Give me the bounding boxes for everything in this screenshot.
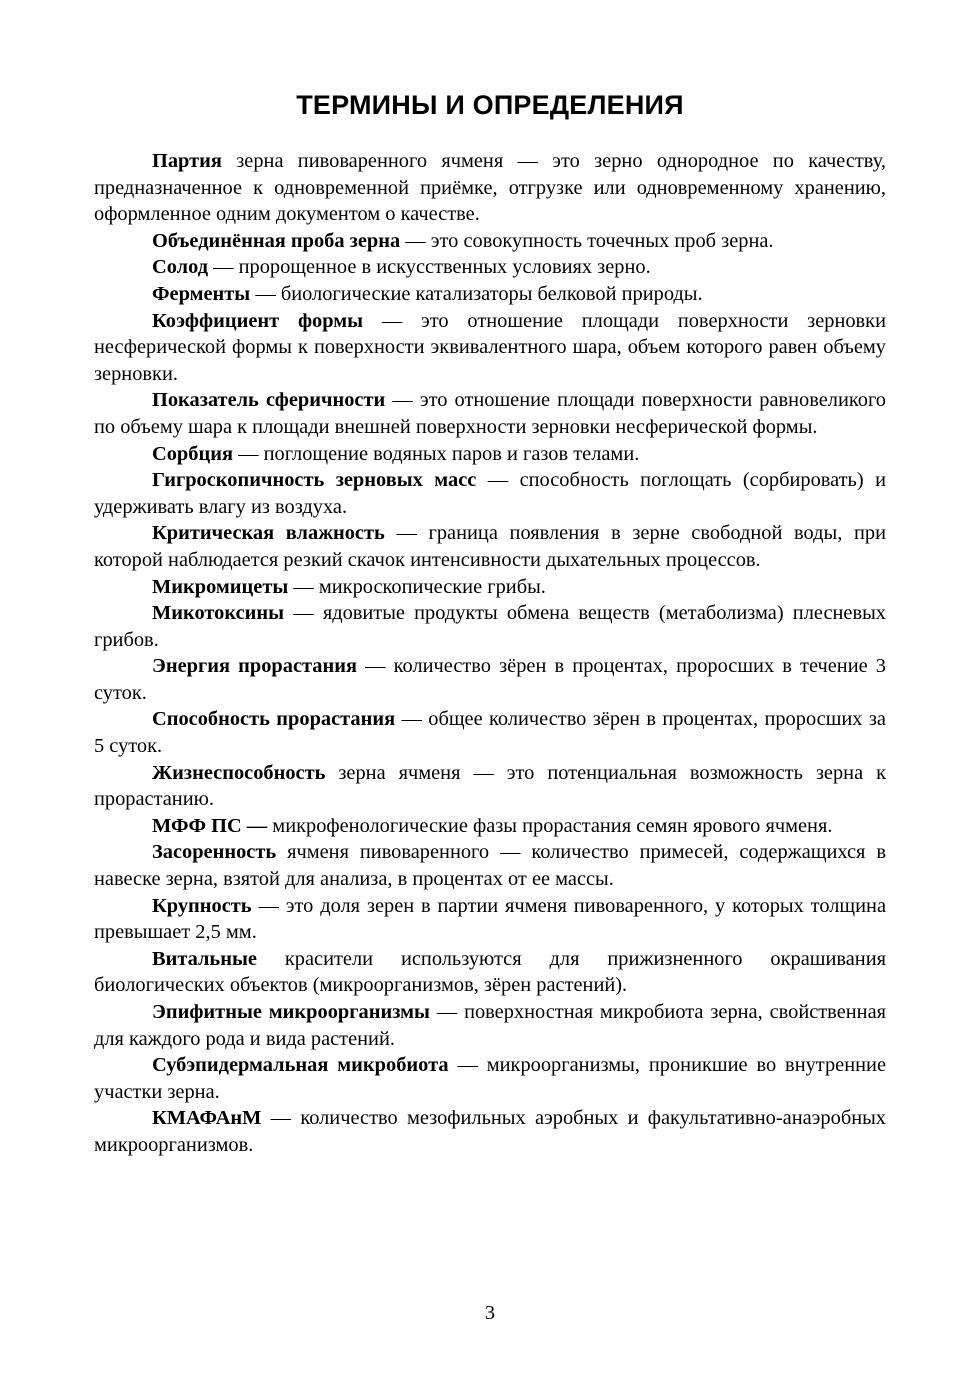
definition-term: Крупность xyxy=(152,894,252,917)
definition-text: — граница появления в зерне свободной воды, при которой наблюдается резкий скачок интенсивности дыхательных процессов. xyxy=(94,522,886,571)
definition-text: — микроскопические грибы. xyxy=(288,575,546,598)
definition-entry xyxy=(94,839,886,892)
definition-entry xyxy=(94,467,886,520)
definition-term: Субэпидермальная микробиота xyxy=(152,1054,449,1077)
definition-text: — поверхностная микробиота зерна, свойственная для каждого рода и вида растений. xyxy=(94,1001,886,1050)
definition-term: Засоренность xyxy=(152,841,277,864)
definition-term: Энергия прорастания xyxy=(152,655,357,678)
definition-entry xyxy=(94,308,886,388)
definition-entry xyxy=(94,1105,886,1158)
definition-term: Витальные xyxy=(152,947,257,970)
page-number: 3 xyxy=(484,1302,496,1324)
definition-term: КМАФАнМ xyxy=(152,1107,262,1130)
definition-term: Объединённая проба зерна xyxy=(152,229,401,252)
definition-entry xyxy=(94,254,886,281)
definition-entry xyxy=(94,706,886,759)
definition-text: — биологические катализаторы белковой природы. xyxy=(250,282,703,305)
definition-text: — ядовитые продукты обмена веществ (метаболизма) плесневых грибов. xyxy=(94,602,886,651)
definition-term: Жизнеспособность xyxy=(152,761,326,784)
definition-entry xyxy=(94,946,886,999)
definition-text: — количество мезофильных аэробных и факультативно-анаэробных микроорганизмов. xyxy=(94,1107,886,1156)
definition-term: Показатель сферичности xyxy=(152,389,386,412)
definition-entry xyxy=(94,281,886,308)
definition-entry xyxy=(94,893,886,946)
definition-entry xyxy=(94,520,886,573)
definition-term: Микромицеты xyxy=(152,575,289,598)
definition-text: ячменя пивоваренного — количество примесей, содержащихся в навеске зерна, взятой для анализа, в процентах от ее массы. xyxy=(94,841,886,891)
definition-term: Способность прорастания xyxy=(152,708,396,731)
definition-term: Партия xyxy=(152,150,222,172)
definition-text: — это совокупность точечных проб зерна. xyxy=(400,229,774,252)
definition-entry xyxy=(94,999,886,1052)
definition-term: Коэффициент формы xyxy=(152,309,364,332)
definition-text: — поглощение водяных паров и газов телами. xyxy=(233,442,640,465)
definition-term: Критическая влажность xyxy=(152,522,385,545)
definition-text: — это доля зерен в партии ячменя пивоваренного, у которых толщина превышает 2,5 мм. xyxy=(94,894,886,944)
definition-entry xyxy=(94,760,886,813)
definition-entry xyxy=(94,148,886,228)
definition-entry xyxy=(94,574,886,601)
definition-text: — пророщенное в искусственных условиях зерно. xyxy=(208,256,651,279)
definition-entry xyxy=(94,1052,886,1105)
definition-text: — количество зёрен в процентах, проросших в течение 3 суток. xyxy=(94,655,886,704)
definition-entry xyxy=(94,600,886,653)
definition-term: Солод xyxy=(152,256,209,279)
definition-term: Ферменты xyxy=(152,282,251,305)
definition-text: красители используются для прижизненного окрашивания биологических объектов (микроорганизмов, зёрен растений). xyxy=(94,947,886,997)
definition-term: МФФ ПС — xyxy=(152,814,268,837)
page-title: ТЕРМИНЫ И ОПРЕДЕЛЕНИЯ xyxy=(296,90,684,120)
definition-text: — это отношение площади поверхности равновеликого по объему шара к площади внешней поверхности зерновки несферической формы. xyxy=(94,389,886,438)
definition-text: зерна пивоваренного ячменя — это зерно однородное по качеству, предназначенное к одновременной приёмке, отгрузке или одновременному хранению, оформленное одним документом о качестве. xyxy=(94,150,886,226)
definition-text: микрофенологические фазы прорастания семян ярового ячменя. xyxy=(267,814,833,837)
definitions-list xyxy=(94,148,886,1159)
definition-entry xyxy=(94,228,886,255)
definition-term: Эпифитные микроорганизмы xyxy=(152,1001,430,1023)
definition-entry xyxy=(94,813,886,840)
definition-text: — способность поглощать (сорбировать) и удерживать влагу из воздуха. xyxy=(94,469,886,518)
definition-text: — это отношение площади поверхности зерновки несферической формы к поверхности эквивалентного шара, объем которого равен объему зерновки. xyxy=(94,309,886,385)
definition-term: Микотоксины xyxy=(152,602,285,625)
definition-entry xyxy=(94,441,886,468)
definition-term: Гигроскопичность зерновых масс xyxy=(152,469,477,492)
definition-text: — общее количество зёрен в процентах, проросших за 5 суток. xyxy=(94,708,886,758)
definition-entry xyxy=(94,653,886,706)
definition-text: — микроорганизмы, проникшие во внутренние участки зерна. xyxy=(94,1054,886,1103)
definition-text: зерна ячменя — это потенциальная возможность зерна к прорастанию. xyxy=(94,761,886,811)
definition-term: Сорбция xyxy=(152,442,233,465)
definition-entry xyxy=(94,387,886,440)
